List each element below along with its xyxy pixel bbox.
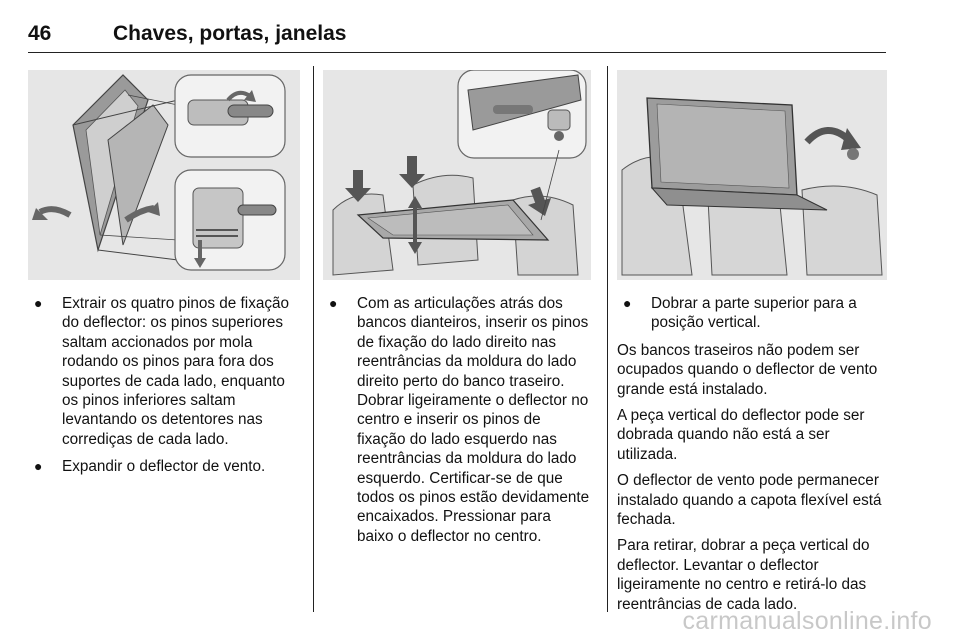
bullet-item [617,294,887,333]
column-3-text [617,294,887,614]
bullet-text: Com as articulações atrás dos bancos dianteiros, inserir os pinos de fixação do lado direito nas reentrâncias da moldura do lado direito perto do banco traseiro. Dobrar ligeiramente o deflector no centro e inserir os pinos de fixação do lado esquerdo nas reentrâncias da moldura do lado esquerdo. Certificar-se de que todos os pinos estão devidamente encaixados. Pressionar para baixo o deflector no centro. [357,295,590,545]
bullet-text: Expandir o deflector de vento. [62,458,266,476]
column-3 [617,70,887,621]
bullet-item [28,294,300,449]
paragraph: A peça vertical do deflector pode ser dobrada quando não está a ser utilizada. [617,407,865,463]
column-1-text [28,294,300,477]
page-number: 46 [28,22,52,45]
paragraph: Os bancos traseiros não podem ser ocupados quando o deflector de vento grande está instalado. [617,341,878,398]
paragraph: O deflector de vento pode permanecer instalado quando a capota flexível está fechada. [617,472,882,529]
figure-install-pins [323,70,591,280]
bullet-dot: ● [623,295,632,311]
figure-remove-pins [28,70,300,280]
paragraph: Para retirar, dobrar a peça vertical do deflector. Levantar o deflector ligeiramente no centro e retirá-lo das reentrâncias de cada lado. [617,537,870,613]
bullet-dot: ● [329,295,338,311]
column-1 [28,70,300,485]
column-2 [323,70,591,554]
bullet-text: Dobrar a parte superior para a posição vertical. [651,295,857,332]
figure-fold-upper-part [617,70,887,280]
bullet-item [323,294,591,546]
column-2-text [323,294,591,546]
bullet-text: Extrair os quatro pinos de fixação do deflector: os pinos superiores saltam accionados por mola rodando os pinos para fora dos suportes de cada lado, enquanto os pinos inferiores saltam levantando os detentores nas corrediças de cada lado. [62,295,290,448]
bullet-item [28,457,300,476]
page-header [28,20,886,53]
column-divider [313,66,314,612]
bullet-dot: ● [34,295,43,311]
watermark: carmanualsonline.info [682,607,932,635]
bullet-dot: ● [34,458,43,475]
column-divider [607,66,608,612]
chapter-title: Chaves, portas, janelas [113,22,347,45]
